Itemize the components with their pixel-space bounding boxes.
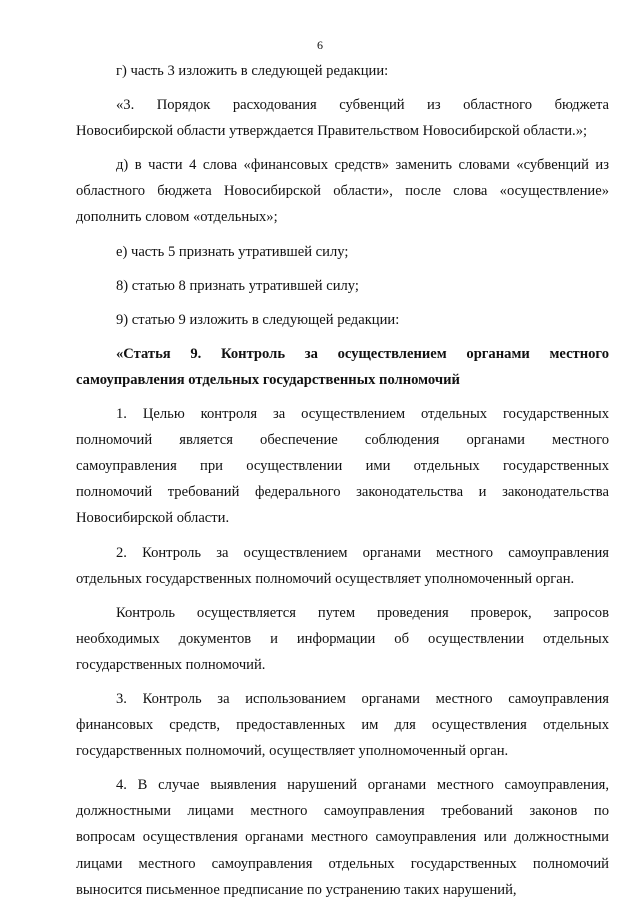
- paragraph: [76, 307, 609, 333]
- text-line: Новосибирской области.: [76, 510, 230, 527]
- paragraph: [76, 239, 609, 265]
- text-line: лицами местного самоуправления отдельных государственных полномочий: [76, 855, 609, 872]
- text-line: самоуправления при осуществлении ими отдельных государственных: [76, 458, 609, 475]
- paragraph: [76, 540, 609, 592]
- paragraph: [76, 772, 609, 902]
- text-line: 9) статью 9 изложить в следующей редакции:: [116, 311, 400, 328]
- text-line: 8) статью 8 признать утратившей силу;: [116, 277, 359, 294]
- text-line: Новосибирской области утверждается Правительством Новосибирской области.»;: [76, 123, 588, 140]
- text-line: государственных полномочий, осуществляет уполномоченный орган.: [76, 743, 509, 760]
- paragraph: [76, 686, 609, 764]
- paragraph: [76, 58, 609, 84]
- text-line: «Статья 9. Контроль за осуществлением органами местного: [116, 345, 609, 362]
- document-body: [76, 58, 609, 903]
- text-line: областного бюджета Новосибирской области», после слова «осуществление»: [76, 183, 609, 200]
- text-line: д) в части 4 слова «финансовых средств» заменить словами «субвенций из: [116, 157, 609, 174]
- paragraph: [76, 341, 609, 393]
- text-line: отдельных государственных полномочий осуществляет уполномоченный орган.: [76, 570, 575, 587]
- text-line: Контроль осуществляется путем проведения проверок, запросов: [116, 604, 609, 621]
- text-line: дополнить словом «отдельных»;: [76, 209, 278, 226]
- text-line: 3. Контроль за использованием органами местного самоуправления: [116, 690, 609, 707]
- paragraph: [76, 152, 609, 230]
- text-line: 2. Контроль за осуществлением органами местного самоуправления: [116, 544, 609, 561]
- text-line: государственных полномочий.: [76, 656, 266, 673]
- paragraph: [76, 401, 609, 531]
- text-line: самоуправления отдельных государственных полномочий: [76, 371, 460, 388]
- text-line: 4. В случае выявления нарушений органами местного самоуправления,: [116, 777, 609, 794]
- paragraph: [76, 600, 609, 678]
- text-line: вопросам осуществления органами местного самоуправления или должностными: [76, 829, 609, 846]
- text-line: 1. Целью контроля за осуществлением отдельных государственных: [116, 406, 609, 423]
- text-line: выносится письменное предписание по устранению таких нарушений,: [76, 881, 517, 898]
- text-line: финансовых средств, предоставленных им для осуществления отдельных: [76, 717, 609, 734]
- text-line: полномочий требований федерального законодательства и законодательства: [76, 484, 609, 501]
- text-line: должностными лицами местного самоуправления требований законов по: [76, 803, 609, 820]
- page-number: 6: [317, 38, 323, 52]
- text-line: необходимых документов и информации об осуществлении отдельных: [76, 630, 609, 647]
- text-line: «3. Порядок расходования субвенций из областного бюджета: [116, 97, 609, 114]
- text-line: е) часть 5 признать утратившей силу;: [116, 243, 349, 260]
- paragraph: [76, 273, 609, 299]
- text-line: полномочий является обеспечение соблюдения органами местного: [76, 432, 609, 449]
- text-line: г) часть 3 изложить в следующей редакции:: [116, 63, 389, 79]
- paragraph: [76, 92, 609, 144]
